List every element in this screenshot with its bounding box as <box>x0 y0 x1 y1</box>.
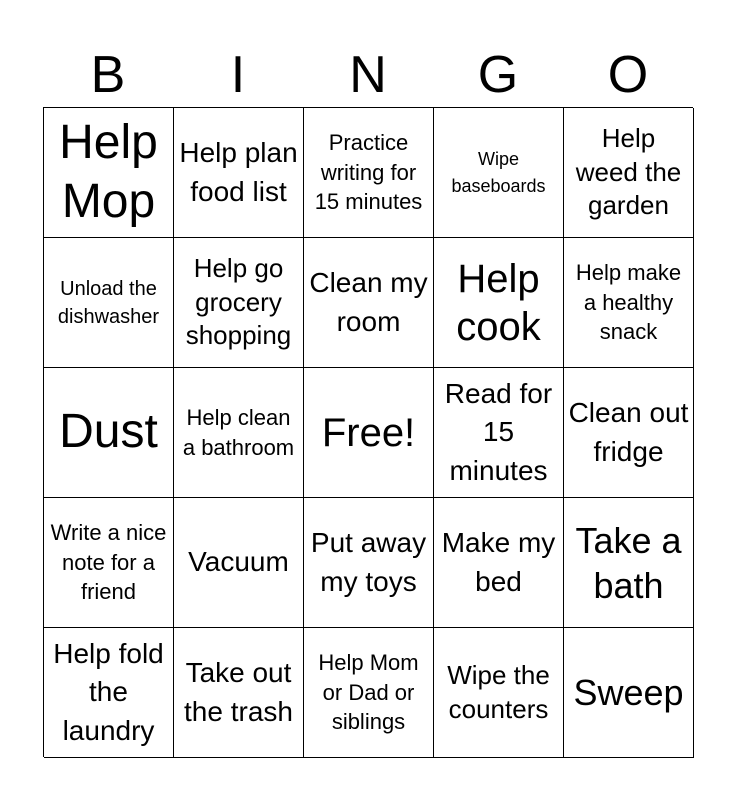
cell-text: Help go grocery shopping <box>185 252 292 351</box>
bingo-cell[interactable] <box>434 498 564 628</box>
header-letter-i: I <box>230 46 246 104</box>
bingo-cell[interactable] <box>174 108 304 238</box>
bingo-cell[interactable] <box>304 498 434 628</box>
cell-text: Help plan food list <box>179 136 298 207</box>
cell-text: Wipe the counters <box>447 659 550 724</box>
bingo-cell[interactable] <box>434 368 564 498</box>
header-letter-n: N <box>349 46 387 104</box>
cell-text: Read for 15 minutes <box>444 377 553 486</box>
bingo-cell[interactable] <box>434 238 564 368</box>
cell-text: Help make a healthy snack <box>575 259 682 345</box>
cell-text: Help fold the laundry <box>53 637 164 746</box>
cell-text: Vacuum <box>188 546 289 578</box>
cell-text: Take a bath <box>575 519 682 606</box>
bingo-cell[interactable] <box>304 628 434 758</box>
cell-text: Sweep <box>573 672 684 713</box>
cell-text: Wipe baseboards <box>451 149 546 196</box>
cell-text: Help Mop <box>59 115 158 228</box>
bingo-cell[interactable] <box>564 368 694 498</box>
cell-text: Take out the trash <box>184 656 293 727</box>
header-letter-g: G <box>477 46 519 104</box>
cell-text: Help Mom or Dad or siblings <box>318 649 419 735</box>
cell-text: Help cook <box>456 256 541 349</box>
cell-text: Help weed the garden <box>575 122 682 221</box>
cell-text: Make my bed <box>441 526 556 597</box>
cell-text: Practice writing for 15 minutes <box>314 129 423 215</box>
bingo-cell[interactable] <box>174 368 304 498</box>
header-letter-o: O <box>607 46 649 104</box>
bingo-cell[interactable] <box>564 238 694 368</box>
cell-text: Free! <box>321 410 416 455</box>
bingo-cell[interactable] <box>174 238 304 368</box>
bingo-cell[interactable] <box>434 628 564 758</box>
bingo-header <box>43 44 693 106</box>
bingo-cell[interactable] <box>564 628 694 758</box>
cell-text: Dust <box>59 405 158 459</box>
bingo-cell[interactable] <box>44 368 174 498</box>
bingo-cell[interactable] <box>44 628 174 758</box>
cell-text: Write a nice note for a friend <box>50 519 167 605</box>
bingo-cell[interactable] <box>174 498 304 628</box>
cell-text: Clean my room <box>309 266 428 337</box>
header-letter-b: B <box>90 46 126 104</box>
cell-text: Clean out fridge <box>568 396 689 467</box>
bingo-cell[interactable] <box>434 108 564 238</box>
bingo-board <box>43 107 693 757</box>
bingo-cell[interactable] <box>304 238 434 368</box>
bingo-cell[interactable] <box>174 628 304 758</box>
bingo-cell[interactable] <box>564 498 694 628</box>
cell-text: Unload the dishwasher <box>57 277 160 328</box>
bingo-cell[interactable] <box>564 108 694 238</box>
bingo-cell[interactable] <box>304 108 434 238</box>
bingo-cell[interactable] <box>44 108 174 238</box>
bingo-cell[interactable] <box>44 498 174 628</box>
free-space-cell[interactable] <box>304 368 434 498</box>
cell-text: Help clean a bathroom <box>182 404 295 460</box>
cell-text: Put away my toys <box>310 526 427 597</box>
bingo-cell[interactable] <box>44 238 174 368</box>
